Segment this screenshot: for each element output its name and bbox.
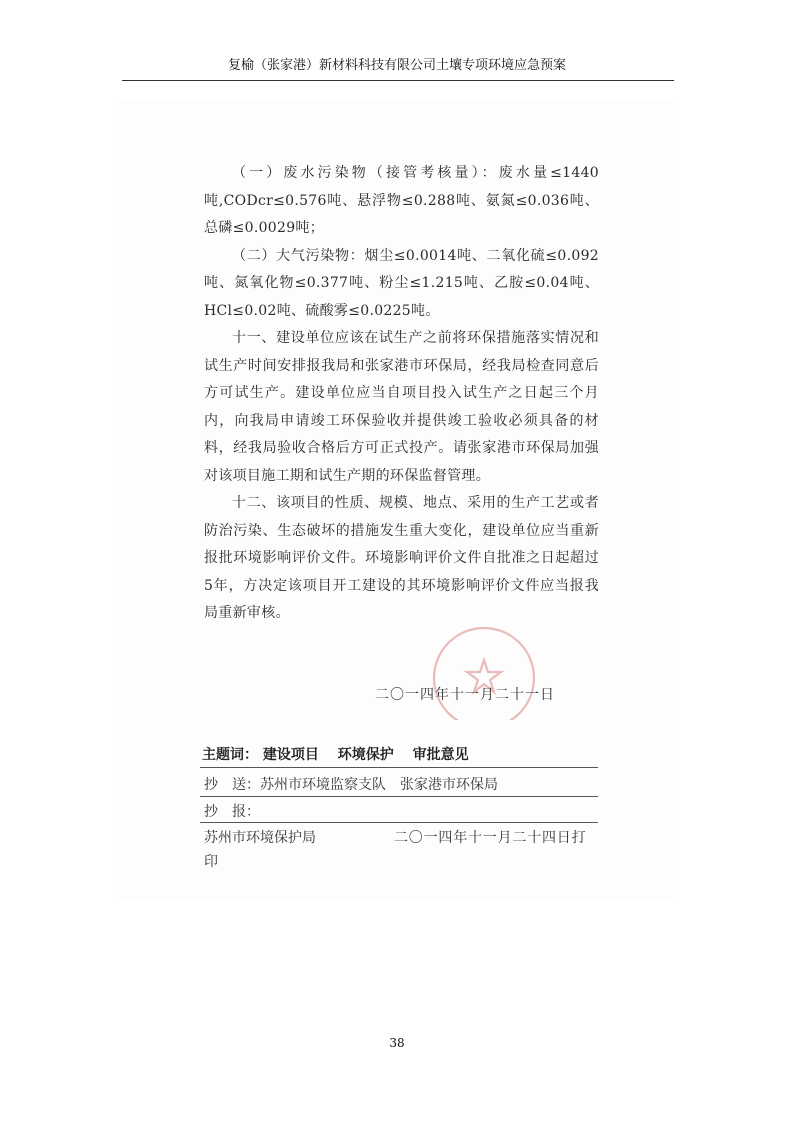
page-number: 38 (389, 1036, 405, 1050)
printer-org: 苏州市环境保护局 (204, 830, 316, 846)
keyword-item: 审批意见 (412, 747, 469, 763)
report-line (204, 801, 260, 821)
document-body (204, 160, 599, 628)
keywords-line (202, 744, 598, 764)
air-pollutant-paragraph: （二）大气污染物：烟尘≤0.0014吨、二氧化硫≤0.092吨、氮氧化物≤0.377吨、粉尘≤1.215吨、乙胺≤0.04吨、HCl≤0.02吨、硫酸雾≤0.0225吨。 (204, 247, 599, 319)
issue-date: 二〇一四年十一月二十一日 (375, 687, 555, 703)
keyword-item: 环境保护 (337, 747, 394, 763)
header-divider (122, 80, 674, 81)
keywords-label: 主题词： (202, 747, 258, 763)
footer-divider (200, 796, 598, 797)
clause-twelve: 十二、该项目的性质、规模、地点、采用的生产工艺或者防治污染、生态破坏的措施发生重大变化，建设单位应当重新报批环境影响评价文件。环境影响评价文件自批准之日起超过5年，方决定该项目开工建设的其环境影响评价文件应当报我局重新审核。 (204, 495, 599, 621)
keyword-item: 建设项目 (262, 747, 319, 763)
cc-label: 抄 送： (204, 777, 260, 793)
wastewater-paragraph: （一）废水污染物（接管考核量）：废水量≤1440吨,CODcr≤0.576吨、悬浮物≤0.288吨、氨氮≤0.036吨、总磷≤0.0029吨； (204, 165, 599, 236)
footer-divider (200, 822, 598, 823)
print-date: 二〇一四年十一月二十四日打 (394, 830, 587, 846)
page-header: 复榆（张家港）新材料科技有限公司土壤专项环境应急预案 (227, 58, 566, 73)
footer-divider (200, 767, 598, 768)
clause-eleven: 十一、建设单位应该在试生产之前将环保措施落实情况和试生产时间安排报我局和张家港市环保局，经我局检查同意后方可试生产。建设单位应当自项目投入试生产之日起三个月内，向我局申请竣工环保验收并提供竣工验收必须具备的材料，经我局验收合格后方可正式投产。请张家港市环保局加强对该项目施工期和试生产期的环保监督管理。 (204, 330, 599, 484)
official-seal-icon (418, 620, 558, 720)
print-date-tail: 印 (204, 854, 218, 870)
cc-line (204, 774, 498, 794)
report-label: 抄 报： (204, 804, 260, 820)
cc-recipients: 苏州市环境监察支队 张家港市环保局 (260, 777, 498, 793)
